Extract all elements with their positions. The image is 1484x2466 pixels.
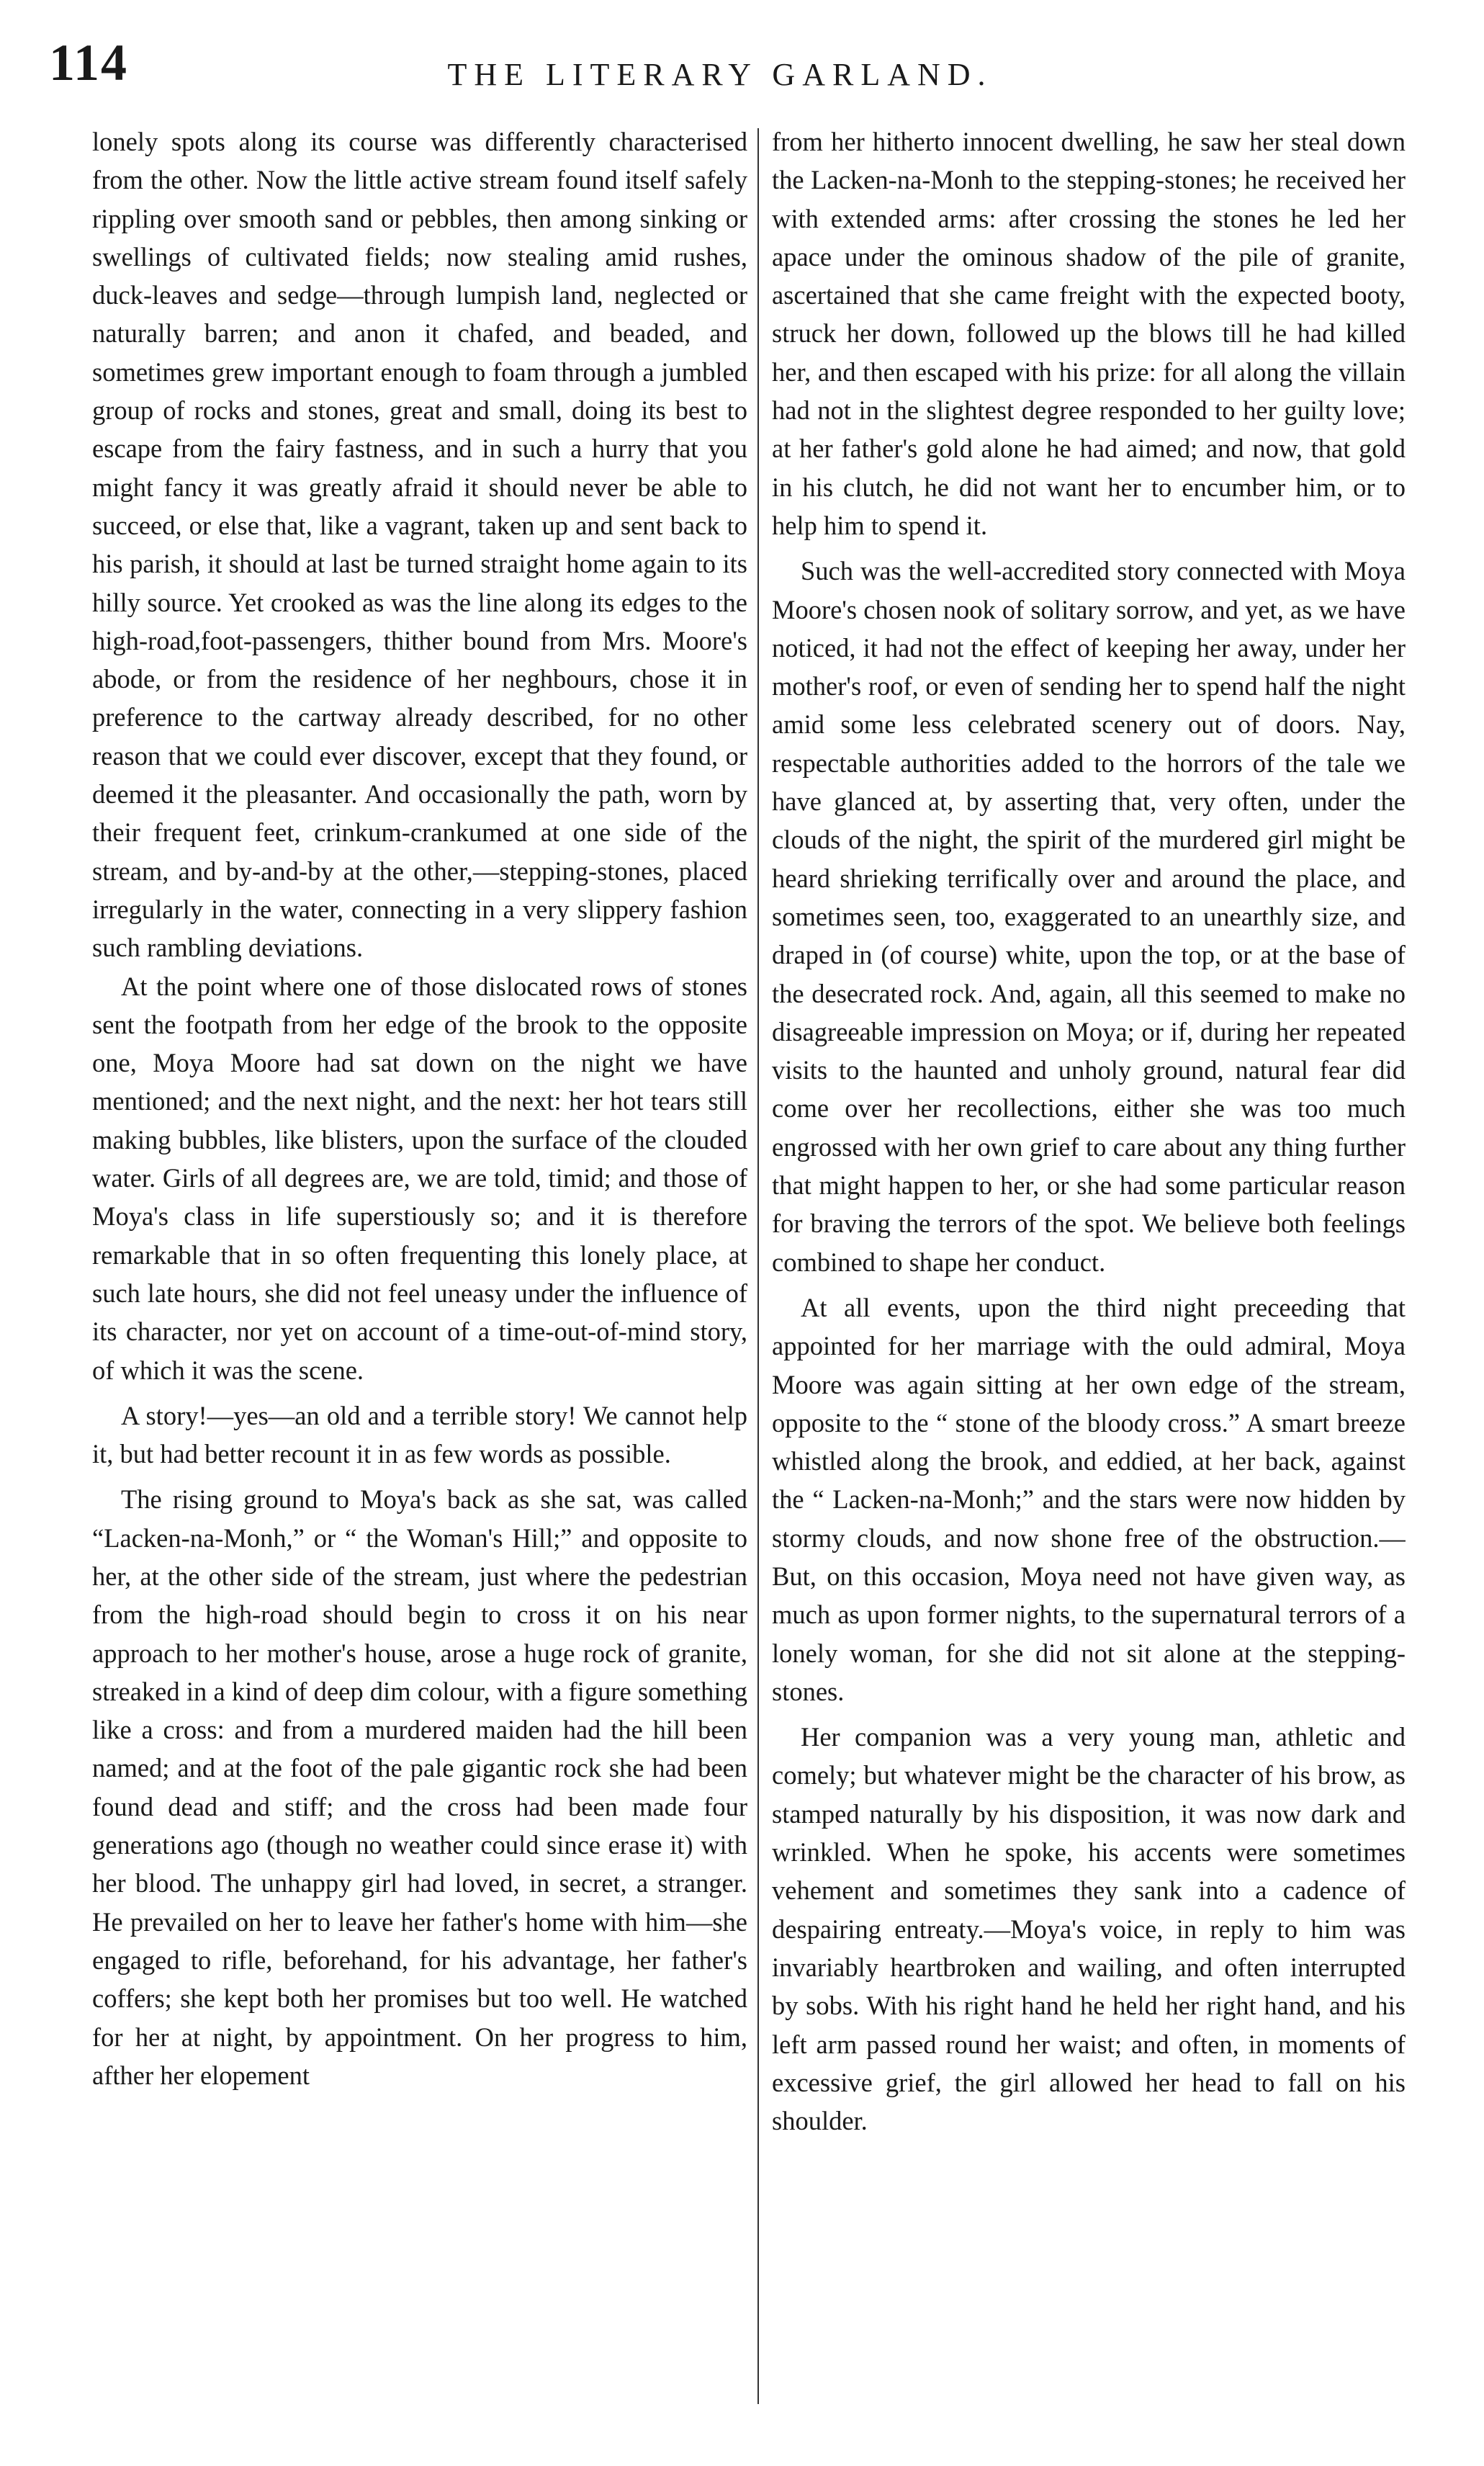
left-paragraph-3: A story!—yes—an old and a terrible story! We cannot help it, but had better recount it in as few words as possible. xyxy=(92,1400,747,1469)
right-paragraph-3: At all events, upon the third night preceeding that appointed for her marriage with the ould admiral, Moya Moore was again sitting at her own edge of the stream, opposite to the “ stone of the bloody cross.” A smart breeze whistled along the brook, and eddied, at her back, against the “ Lacken-na-Monh;” and the stars were now hidden by stormy clouds, and now shone free of the obstruction.—But, on this occasion, Moya need not have given way, as much as upon former nights, to the supernatural terrors of a lonely woman, for she did not sit alone at the stepping-stones. xyxy=(772,1292,1406,1706)
running-title: THE LITERARY GARLAND. xyxy=(447,57,993,92)
left-paragraph-2: At the point where one of those dislocated rows of stones sent the footpath from her edge of the brook to the opposite one, Moya Moore had sat down on the night we have mentioned; and the next night, and the next: her hot tears still making bubbles, like blisters, upon the surface of the clouded water. Girls of all degrees are, we are told, timid; and those of Moya's class in life superstiously so; and it is therefore remarkable that in so often frequenting this lonely place, at such late hours, she did not feel uneasy under the influence of its character, nor yet on account of a time-out-of-mind story, of which it was the scene. xyxy=(92,971,747,1385)
right-paragraph-1: from her hitherto innocent dwelling, he saw her steal down the Lacken-na-Monh to the stepping-stones; he received her with extended arms: after crossing the stones he led her apace under the ominous shadow of the pile of granite, ascertained that she came freight with the expected booty, struck her down, followed up the blows till he had killed her, and then escaped with his prize: for all along the villain had not in the slightest degree responded to her guilty love; at her father's gold alone he had aimed; and now, that gold in his clutch, he did not want her to encumber him, or to help him to spend it. xyxy=(772,127,1406,540)
column-divider xyxy=(757,128,759,2404)
left-paragraph-4: The rising ground to Moya's back as she sat, was called “Lacken-na-Monh,” or “ the Woman's Hill;” and opposite to her, at the other side of the stream, just where the pedestrian from the high-road should begin to cross it on his near approach to her mother's house, arose a huge rock of granite, streaked in a kind of deep dim colour, with a figure something like a cross: and from a murdered maiden had the hill been named; and at the foot of the pale gigantic rock she had been found dead and stiff; and the cross had been made four generations ago (though no weather could since erase it) with her blood. The unhappy girl had loved, in secret, a stranger. He prevailed on her to leave her father's home with him—she engaged to rifle, beforehand, for his advantage, her father's coffers; she kept both her promises but too well. He watched for her at night, by appointment. On her progress to him, afther her elopement xyxy=(92,1484,747,2090)
left-paragraph-1: lonely spots along its course was differently characterised from the other. Now the little active stream found itself safely rippling over smooth sand or pebbles, then among sinking or swellings of cultivated fields; now stealing amid rushes, duck-leaves and sedge—through lumpish land, neglected or naturally barren; and anon it chafed, and beaded, and sometimes grew important enough to foam through a jumbled group of rocks and stones, great and small, doing its best to escape from the fairy fastness, and in such a hurry that you might fancy it was greatly afraid it should never be able to succeed, or else that, like a vagrant, taken up and sent back to his parish, it should at last be turned straight home again to its hilly source. Yet crooked as was the line along its edges to the high-road,foot-passengers, thither bound from Mrs. Moore's abode, or from the residence of her neghbours, chose it in preference to the cartway already described, for no other reason that we could ever discover, except that they found, or deemed it the pleasanter. And occasionally the path, worn by their frequent feet, crinkum-crankumed at one side of the stream, and by-and-by at the other,—stepping-stones, placed irregularly in the water, connecting in a very slippery fashion such rambling deviations. xyxy=(92,127,747,963)
right-paragraph-2: Such was the well-accredited story connected with Moya Moore's chosen nook of solitary sorrow, and yet, as we have noticed, it had not the effect of keeping her away, under her mother's roof, or even of sending her to spend half the night amid some less celebrated scenery out of doors. Nay, respectable authorities added to the horrors of the tale we have glanced at, by asserting that, very often, under the clouds of the night, the spirit of the murdered girl might be heard shrieking terrifically over and around the place, and sometimes seen, too, exaggerated to an unearthly size, and draped in (of course) white, upon the top, or at the base of the desecrated rock. And, again, all this seemed to make no disagreeable impression on Moya; or if, during her repeated visits to the haunted and unholy ground, natural fear did come over her recollections, either she was too much engrossed with her own grief to care about any thing further that might happen to her, or she had some particular reason for braving the terrors of the spot. We believe both feelings combined to shape her conduct. xyxy=(772,556,1406,1277)
page-header xyxy=(43,29,1397,108)
left-column xyxy=(92,122,747,2449)
right-column xyxy=(772,122,1406,2449)
right-paragraph-4: Her companion was a very young man, athletic and comely; but whatever might be the character of his brow, as stamped naturally by his disposition, it was now dark and wrinkled. When he spoke, his accents were sometimes vehement and sometimes they sank into a cadence of despairing entreaty.—Moya's voice, in reply to him was invariably heartbroken and wailing, and often interrupted by sobs. With his right hand he held her right hand, and his left arm passed round her waist; and often, in moments of excessive grief, the girl allowed her head to fall on his shoulder. xyxy=(772,1722,1406,2136)
page-number: 114 xyxy=(49,34,129,91)
